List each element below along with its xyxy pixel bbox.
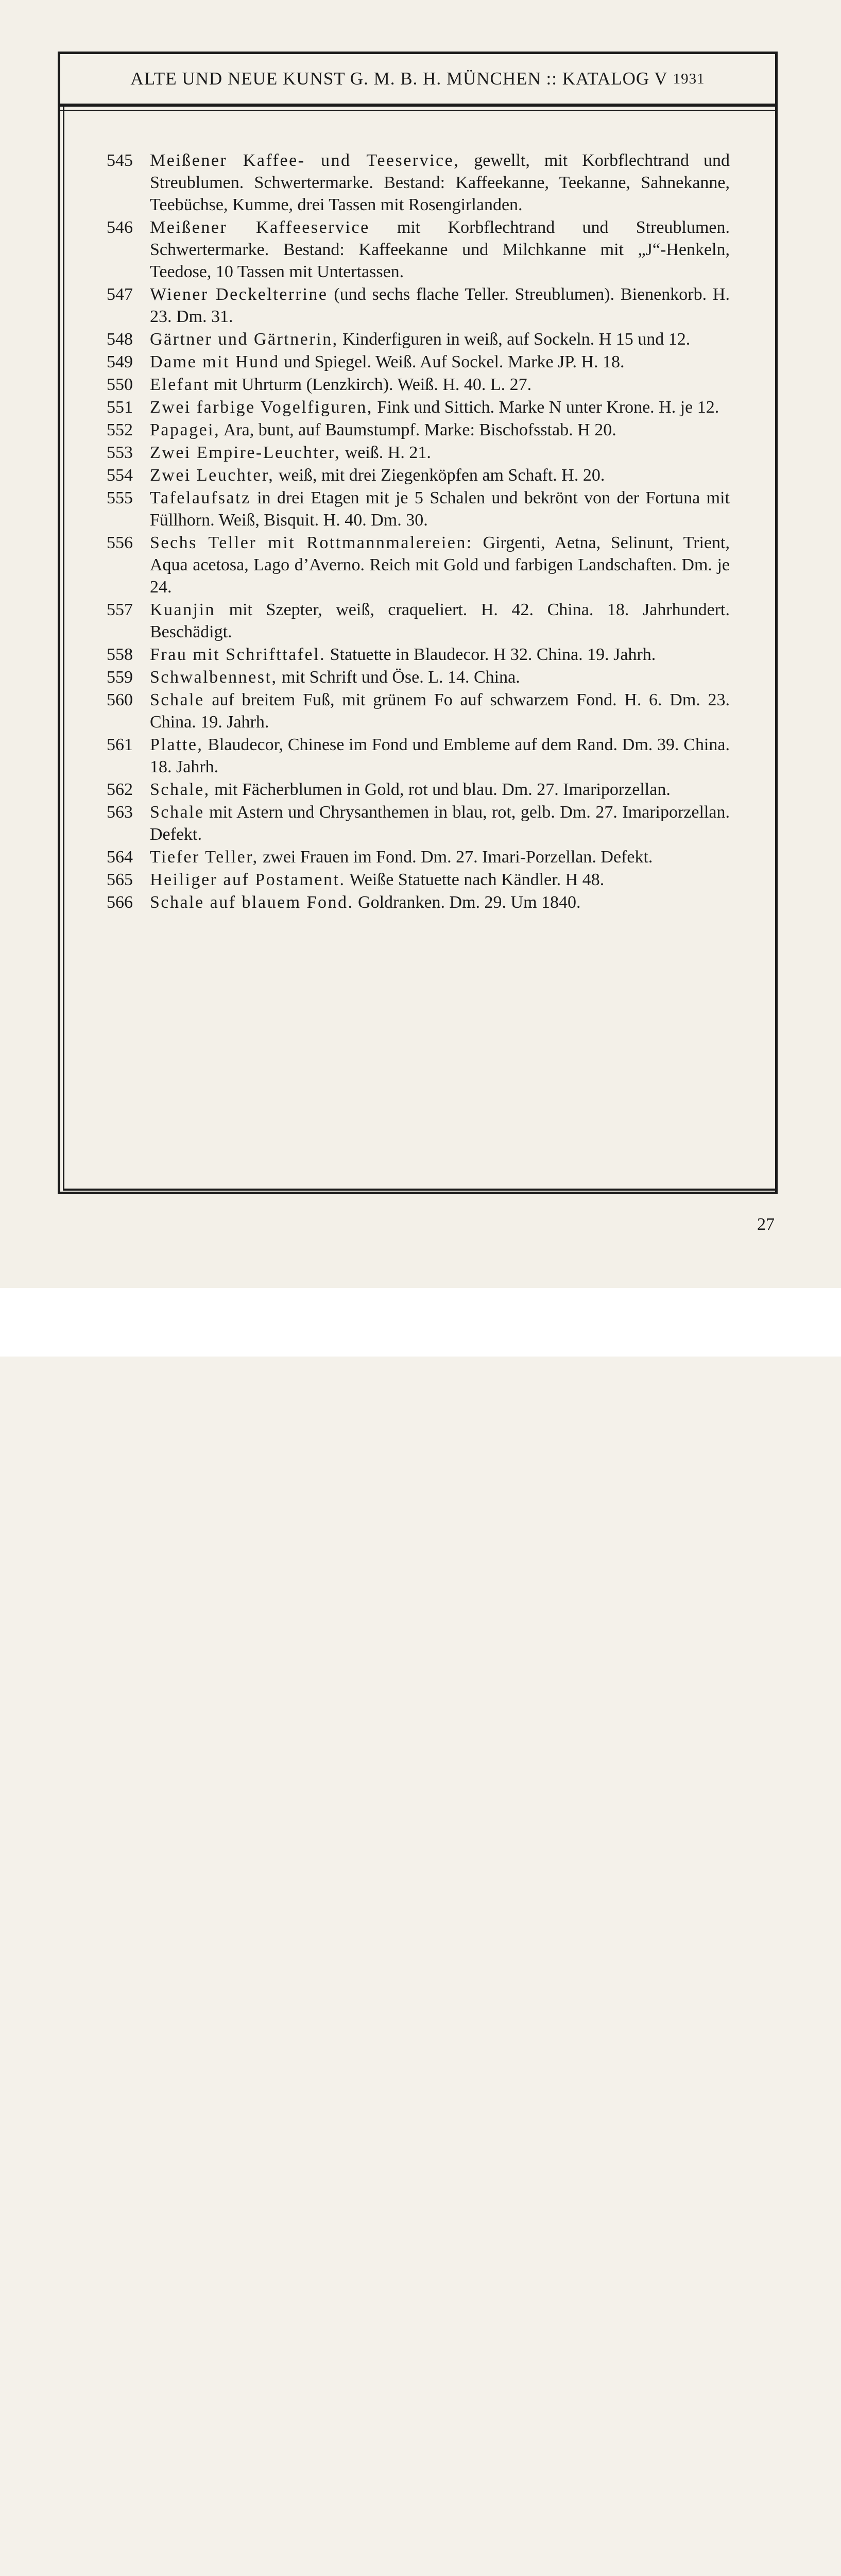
catalog-entry [107, 846, 730, 868]
entry-description: zwei Frauen im Fond. Dm. 27. Imari-Porzellan. Defekt. [258, 848, 653, 867]
catalog-entry [107, 442, 730, 464]
digitization-footer [0, 1288, 841, 1357]
entry-text [150, 532, 730, 598]
catalog-entry [107, 396, 730, 418]
catalog-entry [107, 419, 730, 441]
catalog-entry [107, 464, 730, 486]
entry-heading: Gärtner und Gärtnerin, [150, 330, 338, 349]
entry-text [150, 778, 730, 801]
entry-number: 549 [107, 352, 133, 371]
entry-description: Statuette in Blaudecor. H 32. China. 19. Jahrh. [325, 645, 656, 664]
entry-number: 556 [107, 533, 133, 552]
entry-text [150, 891, 730, 913]
entry-number: 563 [107, 803, 133, 822]
catalog-entry [107, 351, 730, 373]
catalog-entry [107, 778, 730, 801]
entry-heading: Schale, [150, 780, 210, 799]
entry-heading: Dame mit Hund [150, 352, 280, 371]
catalog-entry [107, 328, 730, 350]
entry-number: 564 [107, 848, 133, 867]
catalog-entry [107, 532, 730, 598]
entry-text [150, 846, 730, 868]
entry-number: 565 [107, 870, 133, 889]
entry-text [150, 351, 730, 373]
entry-number: 553 [107, 443, 133, 462]
entry-text [150, 374, 730, 396]
entry-heading: Meißener Kaffee- und Teeservice, [150, 151, 460, 170]
entry-heading: Meißener Kaffeeservice [150, 218, 370, 237]
entry-number: 557 [107, 600, 133, 619]
catalog-entry [107, 801, 730, 845]
entry-number: 546 [107, 218, 133, 237]
entry-heading: Schale [150, 803, 204, 822]
entry-number: 562 [107, 780, 133, 799]
catalog-entry [107, 487, 730, 531]
entry-text [150, 487, 730, 531]
entry-description: mit Korbflechtrand und Streublumen. Schwertermarke. Bestand: Kaffeekanne und Milchkanne mit „J“-Henkeln, Teedose, 10 Tassen mit Untertassen. [150, 218, 730, 281]
entry-description: (und sechs flache Teller. Streublumen). Bienenkorb. H. 23. Dm. 31. [150, 285, 730, 326]
entry-text [150, 643, 730, 666]
entry-heading: Zwei Empire-Leuchter, [150, 443, 341, 462]
entry-number: 559 [107, 668, 133, 687]
catalog-entry [107, 734, 730, 778]
entry-heading: Papagei, [150, 420, 220, 439]
entry-number: 558 [107, 645, 133, 664]
entry-description: Ara, bunt, auf Baumstumpf. Marke: Bischofsstab. H 20. [220, 420, 616, 439]
entry-description: Kinderfiguren in weiß, auf Sockeln. H 15 und 12. [338, 330, 691, 349]
entry-heading: Heiliger auf Postament. [150, 870, 346, 889]
catalog-entry [107, 374, 730, 396]
entry-number: 551 [107, 398, 133, 417]
catalog-entry [107, 599, 730, 643]
entry-text [150, 689, 730, 733]
header-year: 1931 [673, 70, 705, 87]
catalog-entry [107, 891, 730, 913]
entry-heading: Frau mit Schrifttafel. [150, 645, 326, 664]
entry-text [150, 419, 730, 441]
entry-description: Goldranken. Dm. 29. Um 1840. [353, 893, 581, 912]
entry-heading: Tiefer Teller, [150, 848, 259, 867]
entry-text [150, 216, 730, 283]
entry-description: auf breitem Fuß, mit grünem Fo auf schwarzem Fond. H. 6. Dm. 23. China. 19. Jahrh. [150, 690, 730, 732]
catalog-entry [107, 689, 730, 733]
entry-text [150, 442, 730, 464]
entry-description: Girgenti, Aetna, Selinunt, Trient, Aqua acetosa, Lago d’Averno. Reich mit Gold und farbigen Landschaften. Dm. je 24. [150, 533, 730, 597]
catalog-entry [107, 643, 730, 666]
entry-text [150, 869, 730, 891]
catalog-entries [107, 149, 730, 914]
entry-description: mit Uhrturm (Lenzkirch). Weiß. H. 40. L. 27. [209, 375, 532, 394]
page-number: 27 [757, 1215, 775, 1234]
entry-heading: Zwei Leuchter, [150, 466, 274, 485]
entry-text [150, 283, 730, 328]
entry-heading: Schale [150, 690, 204, 709]
entry-description: mit Astern und Chrysanthemen in blau, rot, gelb. Dm. 27. Imariporzellan. Defekt. [150, 803, 730, 844]
entry-heading: Zwei farbige Vogelfiguren, [150, 398, 373, 417]
entry-description: gewellt, mit Korbflechtrand und Streublumen. Schwertermarke. Bestand: Kaffeekanne, Teekanne, Sahnekanne, Teebüchse, Kumme, drei Tassen mit Rosengirlanden. [150, 151, 730, 214]
entry-heading: Sechs Teller mit Rottmannmalereien: [150, 533, 473, 552]
running-header [60, 54, 775, 104]
entry-heading: Schale auf blauem Fond. [150, 893, 354, 912]
entry-text [150, 464, 730, 486]
entry-number: 547 [107, 285, 133, 304]
entry-heading: Kuanjin [150, 600, 216, 619]
entry-text [150, 396, 730, 418]
entry-heading: Schwalbennest, [150, 668, 278, 687]
entry-heading: Elefant [150, 375, 210, 394]
entry-number: 561 [107, 735, 133, 754]
entry-number: 566 [107, 893, 133, 912]
entry-description: Blaudecor, Chinese im Fond und Embleme auf dem Rand. Dm. 39. China. 18. Jahrh. [150, 735, 730, 776]
entry-text [150, 328, 730, 350]
entry-number: 550 [107, 375, 133, 394]
entry-description: weiß. H. 21. [340, 443, 431, 462]
entry-heading: Tafelaufsatz [150, 488, 251, 507]
entry-description: weiß, mit drei Ziegenköpfen am Schaft. H. 20. [274, 466, 605, 485]
catalog-entry [107, 869, 730, 891]
header-title: ALTE UND NEUE KUNST G. M. B. H. MÜNCHEN :: KATALOG V [130, 69, 668, 89]
entry-description: mit Schrift und Öse. L. 14. China. [277, 668, 520, 687]
entry-text [150, 149, 730, 216]
entry-text [150, 734, 730, 778]
entry-description: mit Szepter, weiß, craqueliert. H. 42. China. 18. Jahrhundert. Beschädigt. [150, 600, 730, 641]
entry-number: 545 [107, 151, 133, 170]
entry-number: 560 [107, 690, 133, 709]
entry-description: und Spiegel. Weiß. Auf Sockel. Marke JP. H. 18. [279, 352, 625, 371]
entry-number: 552 [107, 420, 133, 439]
entry-heading: Platte, [150, 735, 203, 754]
catalog-entry [107, 149, 730, 216]
entry-description: in drei Etagen mit je 5 Schalen und bekrönt von der Fortuna mit Füllhorn. Weiß, Bisquit. H. 40. Dm. 30. [150, 488, 730, 530]
catalog-entry [107, 283, 730, 328]
entry-text [150, 599, 730, 643]
entry-description: Fink und Sittich. Marke N unter Krone. H. je 12. [372, 398, 719, 417]
entry-number: 548 [107, 330, 133, 349]
entry-number: 554 [107, 466, 133, 485]
catalog-entry [107, 666, 730, 688]
catalog-entry [107, 216, 730, 283]
entry-text [150, 801, 730, 845]
entry-number: 555 [107, 488, 133, 507]
entry-description: Weiße Statuette nach Kändler. H 48. [345, 870, 605, 889]
entry-heading: Wiener Deckelterrine [150, 285, 328, 304]
entry-text [150, 666, 730, 688]
entry-description: mit Fächerblumen in Gold, rot und blau. Dm. 27. Imariporzellan. [210, 780, 671, 799]
